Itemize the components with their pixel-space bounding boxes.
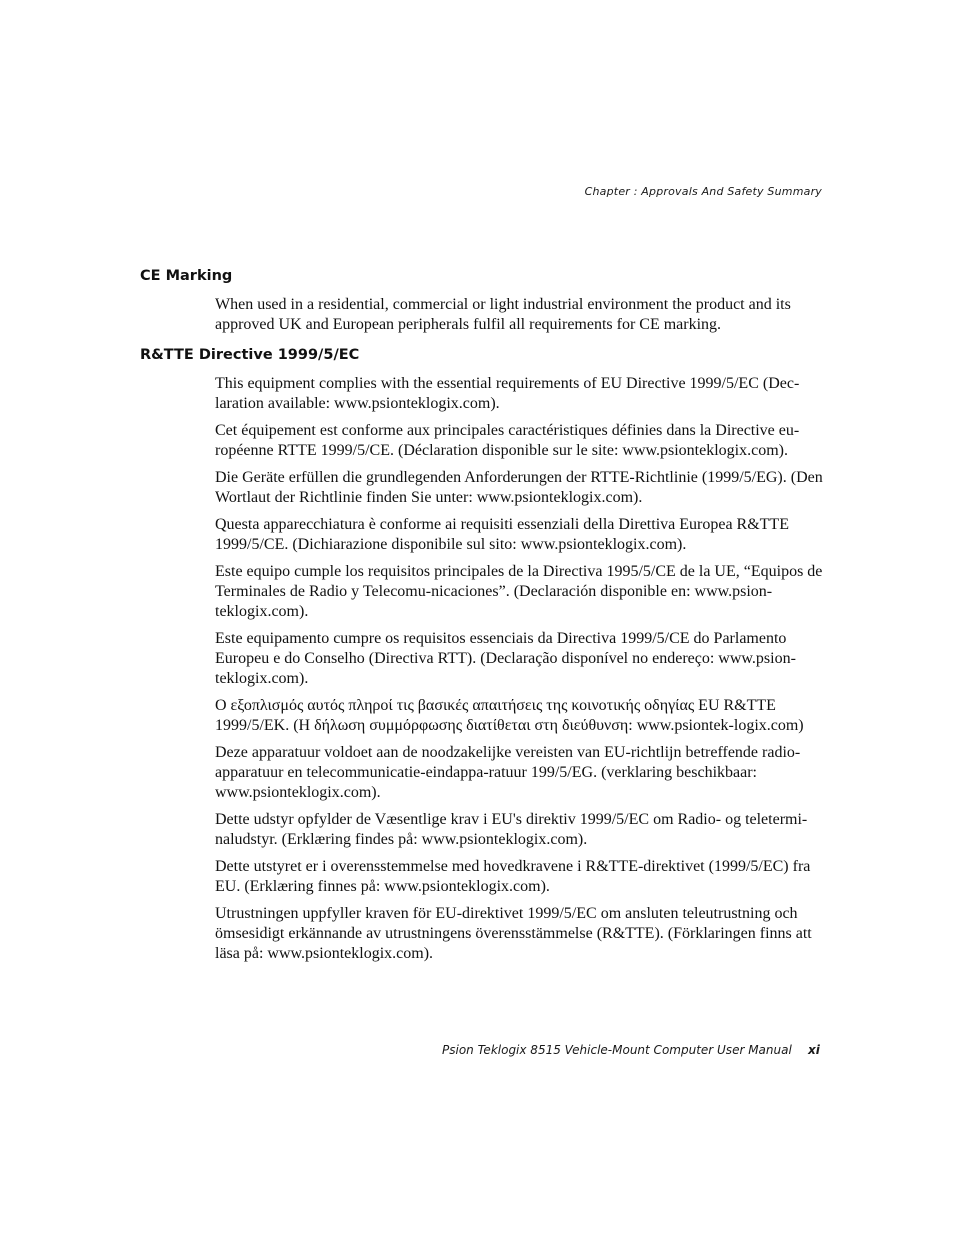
paragraph-italian: Questa apparecchiatura è conforme ai requisiti essenziali della Direttiva Europea R&TTE 1999/5/CE. (Dichiarazione disponibile sul sito: www.psionteklogix.com). (215, 516, 789, 553)
paragraph-german: Die Geräte erfüllen die grundlegenden Anforderungen der RTTE-Richtlinie (1999/5/EG). (Den Wortlaut der Richtlinie finden Sie unter: www.psionteklogix.com). (215, 469, 823, 506)
paragraph-portuguese: Este equipamento cumpre os requisitos essenciais da Directiva 1999/5/CE do Parlamento Europeu e do Conselho (Directiva RTT). (Declaração disponível no endereço: www.psion-teklogix.com). (215, 630, 796, 687)
section-heading-ce-marking: CE Marking (140, 268, 233, 284)
section-body-ce-marking (215, 295, 831, 342)
paragraph-dutch: Deze apparatuur voldoet aan de noodzakelijke vereisten van EU-richtlijn betreffende radio-apparatuur en telecommunicatie-eindappa-ratuur 199/5/EG. (verklaring beschikbaar: www.psionteklogix.com). (215, 744, 801, 801)
paragraph-greek: Ο εξοπλισμός αυτός πληροί τις βασικές απαιτήσεις της κοινοτικής οδηγίας EU R&TTE 1999/5/EK. (Η δήλωση συμμόρφωσης διατίθεται στη διεύθυνση: www.psiontek-logix.com) (215, 697, 804, 734)
paragraph-french: Cet équipement est conforme aux principales caractéristiques définies dans la Directive eu-ropéenne RTTE 1999/5/CE. (Déclaration disponible sur le site: www.psionteklogix.com). (215, 422, 800, 459)
section-body-rtte-directive (215, 374, 831, 971)
paragraph: When used in a residential, commercial or light industrial environment the product and its approved UK and European peripherals fulfil all requirements for CE marking. (215, 296, 791, 333)
page-number: xi (808, 1043, 820, 1057)
paragraph-danish: Dette udstyr opfylder de Væsentlige krav i EU's direktiv 1999/5/EC om Radio- og teletermi-naludstyr. (Erklæring findes på: www.psionteklogix.com). (215, 811, 808, 848)
paragraph-norwegian: Dette utstyret er i overensstemmelse med hovedkravene i R&TTE-direktivet (1999/5/EC) fra EU. (Erklæring finnes på: www.psionteklogix.com). (215, 858, 811, 895)
paragraph-spanish: Este equipo cumple los requisitos principales de la Directiva 1995/5/CE de la UE, “Equipos de Terminales de Radio y Telecomu-nicaciones”. (Declaración disponible en: www.psion-teklogix.com). (215, 563, 823, 620)
section-heading-rtte-directive: R&TTE Directive 1999/5/EC (140, 347, 360, 363)
paragraph-swedish: Utrustningen uppfyller kraven för EU-direktivet 1999/5/EC om ansluten teleutrustning och ömsesidigt erkännande av utrustningens överensstämmelse (R&TTE). (Förklaringen finns att läsa på: www.psionteklogix.com). (215, 905, 812, 962)
running-head: Chapter : Approvals And Safety Summary (584, 185, 822, 198)
footer-title: Psion Teklogix 8515 Vehicle-Mount Computer User Manual (442, 1043, 792, 1057)
paragraph-english: This equipment complies with the essential requirements of EU Directive 1999/5/EC (Dec-laration available: www.psionteklogix.com). (215, 375, 800, 412)
